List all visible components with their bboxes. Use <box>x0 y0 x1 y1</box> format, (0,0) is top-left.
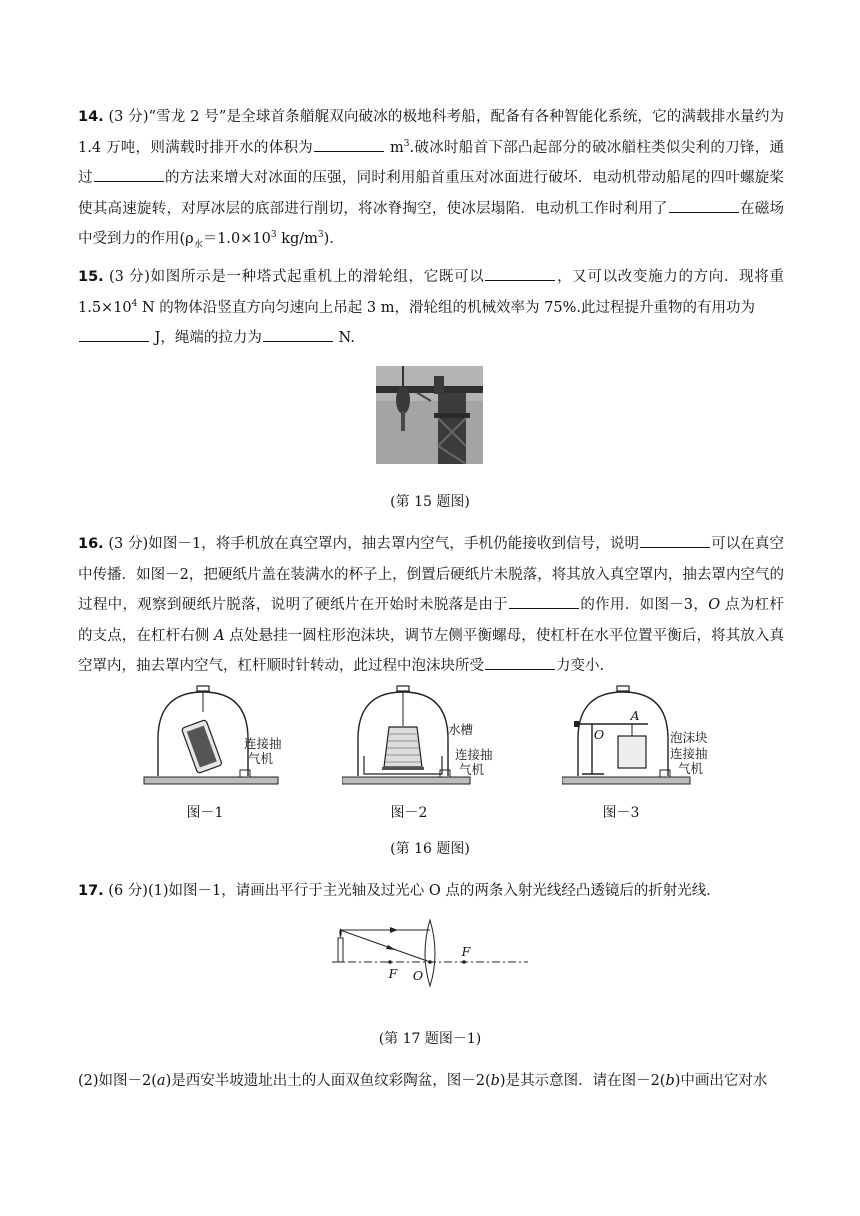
figure-caption: 图－3 <box>602 805 640 821</box>
question-number: 15. <box>78 269 104 285</box>
question-number: 17. <box>78 883 104 899</box>
figure-caption: (第 17 题图－1) <box>378 1031 482 1047</box>
answer-blank[interactable] <box>314 137 384 152</box>
figure-caption: (第 16 题图) <box>390 841 470 857</box>
answer-blank[interactable] <box>263 327 333 342</box>
label-focus-right: F <box>461 944 471 959</box>
label-focus-left: F <box>388 966 398 981</box>
question-17: 17. (6 分)(1)如图－1，请画出平行于主光轴及过光心 O 点的两条入射光线经凸透镜后的折射光线． <box>78 883 721 899</box>
figure-caption: 图－2 <box>390 805 428 821</box>
answer-blank[interactable] <box>485 266 555 281</box>
answer-blank[interactable] <box>640 533 710 548</box>
answer-blank[interactable] <box>94 167 164 182</box>
label-foam: 泡沫块 <box>670 730 708 745</box>
answer-blank[interactable] <box>485 655 555 670</box>
question-17-part-2: (2)如图－2(a)是西安半坡遗址出土的人面双鱼纹彩陶盆，图－2(b)是其示意图．请在图－2(b)中画出它对水 <box>78 1073 768 1089</box>
figure-caption: (第 15 题图) <box>390 494 470 510</box>
figure-16-2 <box>342 684 472 796</box>
question-15: 15. (3 分)如图所示是一种塔式起重机上的滑轮组，它既可以 ，又可以改变施力的方向．现将重 $1.5\times 10^4$ N 的物体沿竖直方向匀速向上吊起 3 m，滑轮组的机械效率为 75%.此过程提升重物的有用功为 J，绳端的拉力为 N. <box>78 262 784 354</box>
label-tank: 水槽 <box>448 722 474 737</box>
label-point-a: A <box>630 708 640 723</box>
crane-photo <box>376 366 483 464</box>
label-pump: 连接抽 气机 <box>244 736 282 766</box>
label-pump: 连接抽 气机 <box>670 746 708 776</box>
question-number: 16. <box>78 536 104 552</box>
label-pump: 连接抽 气机 <box>455 747 493 777</box>
label-optical-center: O <box>412 968 424 983</box>
answer-blank[interactable] <box>669 198 739 213</box>
label-point-o: O <box>593 727 605 742</box>
question-16: 16. (3 分)如图－1，将手机放在真空罩内，抽去罩内空气，手机仍能接收到信号，说明 可以在真空中传播．如图－2，把硬纸片盖在装满水的杯子上，倒置后硬纸片未脱落，将其放入真空罩内，抽去罩内空气的过程中，观察到硬纸片脱落，说明了硬纸片在开始时未脱落是由于 的作用．如图－3，O 点为杠杆的支点，在杠杆右侧 A 点处悬挂一圆柱形泡沫块，调节左侧平衡螺母，使杠杆在水平位置平衡后，将其放入真空罩内，抽去罩内空气，杠杆顺时针转动，此过程中泡沫块所受 力变小. <box>78 529 784 682</box>
question-14: 14. (3 分)“雪龙 2 号”是全球首条艏艉双向破冰的极地科考船，配备有各种智能化系统，它的满载排水量约为 1.4 万吨，则满载时排开水的体积为 $m^3$.破冰时船首下部凸起部分的破冰艏柱类似尖利的刀锋，通过 的方法来增大对冰面的压强，同时利用船首重压对冰面进行破坏．电动机带动船尾的四叶螺旋桨使其高速旋转，对厚冰层的底部进行削切，将冰脊掏空，使冰层塌陷．电动机工作时利用了 在磁场中受到力的作用($\rho_水=1.0\times 10^3$ $kg/m^3$)． <box>78 109 785 250</box>
answer-blank[interactable] <box>509 594 579 609</box>
question-number: 14. <box>78 109 104 125</box>
figure-caption: 图－1 <box>186 805 224 821</box>
lens-diagram <box>330 918 530 988</box>
answer-blank[interactable] <box>79 327 149 342</box>
